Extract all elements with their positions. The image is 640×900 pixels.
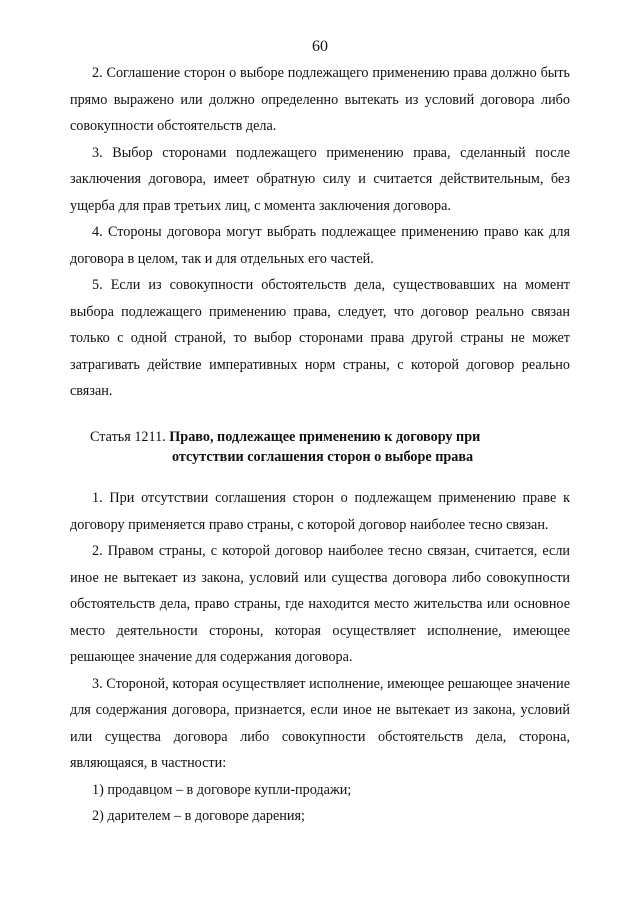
- paragraph-decisive-performance: 2. Правом страны, с которой договор наиболее тесно связан, считается, если иное не вытекает из закона, условий или существа договора либо совокупности обстоятельств дела, право страны, где находится место жительства или основное место деятельности стороны, которая осуществляет исполнение, имеющее решающее значение для содержания договора.: [70, 543, 570, 665]
- paragraph-mandatory-rules: 5. Если из совокупности обстоятельств дела, существовавших на момент выбора подлежащего применению права, следует, что договор реально связан только с одной страной, то выбор сторонами права другой страны не может затрагивать действие императивных норм страны, с которой договор реально связан.: [70, 277, 570, 399]
- list-item-donor: 2) дарителем – в договоре дарения;: [92, 808, 305, 824]
- paragraph-closest-connection: 1. При отсутствии соглашения сторон о подлежащем применению праве к договору применяется право страны, с которой договор наиболее тесно связан.: [70, 490, 570, 533]
- article-1210-continuation: [70, 60, 570, 405]
- list-item-seller: 1) продавцом – в договоре купли-продажи;: [92, 781, 352, 798]
- article-title-line2: отсутствии соглашения сторон о выборе права: [172, 449, 474, 465]
- article-number: Статья 1211.: [90, 429, 166, 445]
- paragraph-performing-party: 3. Стороной, которая осуществляет исполнение, имеющее решающее значение для содержания договора, признается, если иное не вытекает из закона, условий или существа договора либо совокупности обстоятельств дела, сторона, являющаяся, в частности:: [70, 675, 570, 771]
- paragraph-choice-of-law-agreement: 2. Соглашение сторон о выборе подлежащего применению права должно быть прямо выражено или должно определенно вытекать из условий договора либо совокупности обстоятельств дела.: [70, 65, 570, 134]
- paragraph-retroactive-choice: 3. Выбор сторонами подлежащего применению права, сделанный после заключения договора, имеет обратную силу и считается действительным, без ущерба для прав третьих лиц, с момента заключения договора.: [70, 144, 570, 214]
- article-1211-body: [70, 485, 570, 830]
- page-number: 60: [312, 38, 328, 55]
- paragraph-partial-choice: 4. Стороны договора могут выбрать подлежащее применению право как для договора в целом, так и для отдельных его частей.: [70, 224, 570, 267]
- article-heading: [70, 427, 570, 467]
- article-title-line1: Право, подлежащее применению к договору при: [169, 429, 481, 445]
